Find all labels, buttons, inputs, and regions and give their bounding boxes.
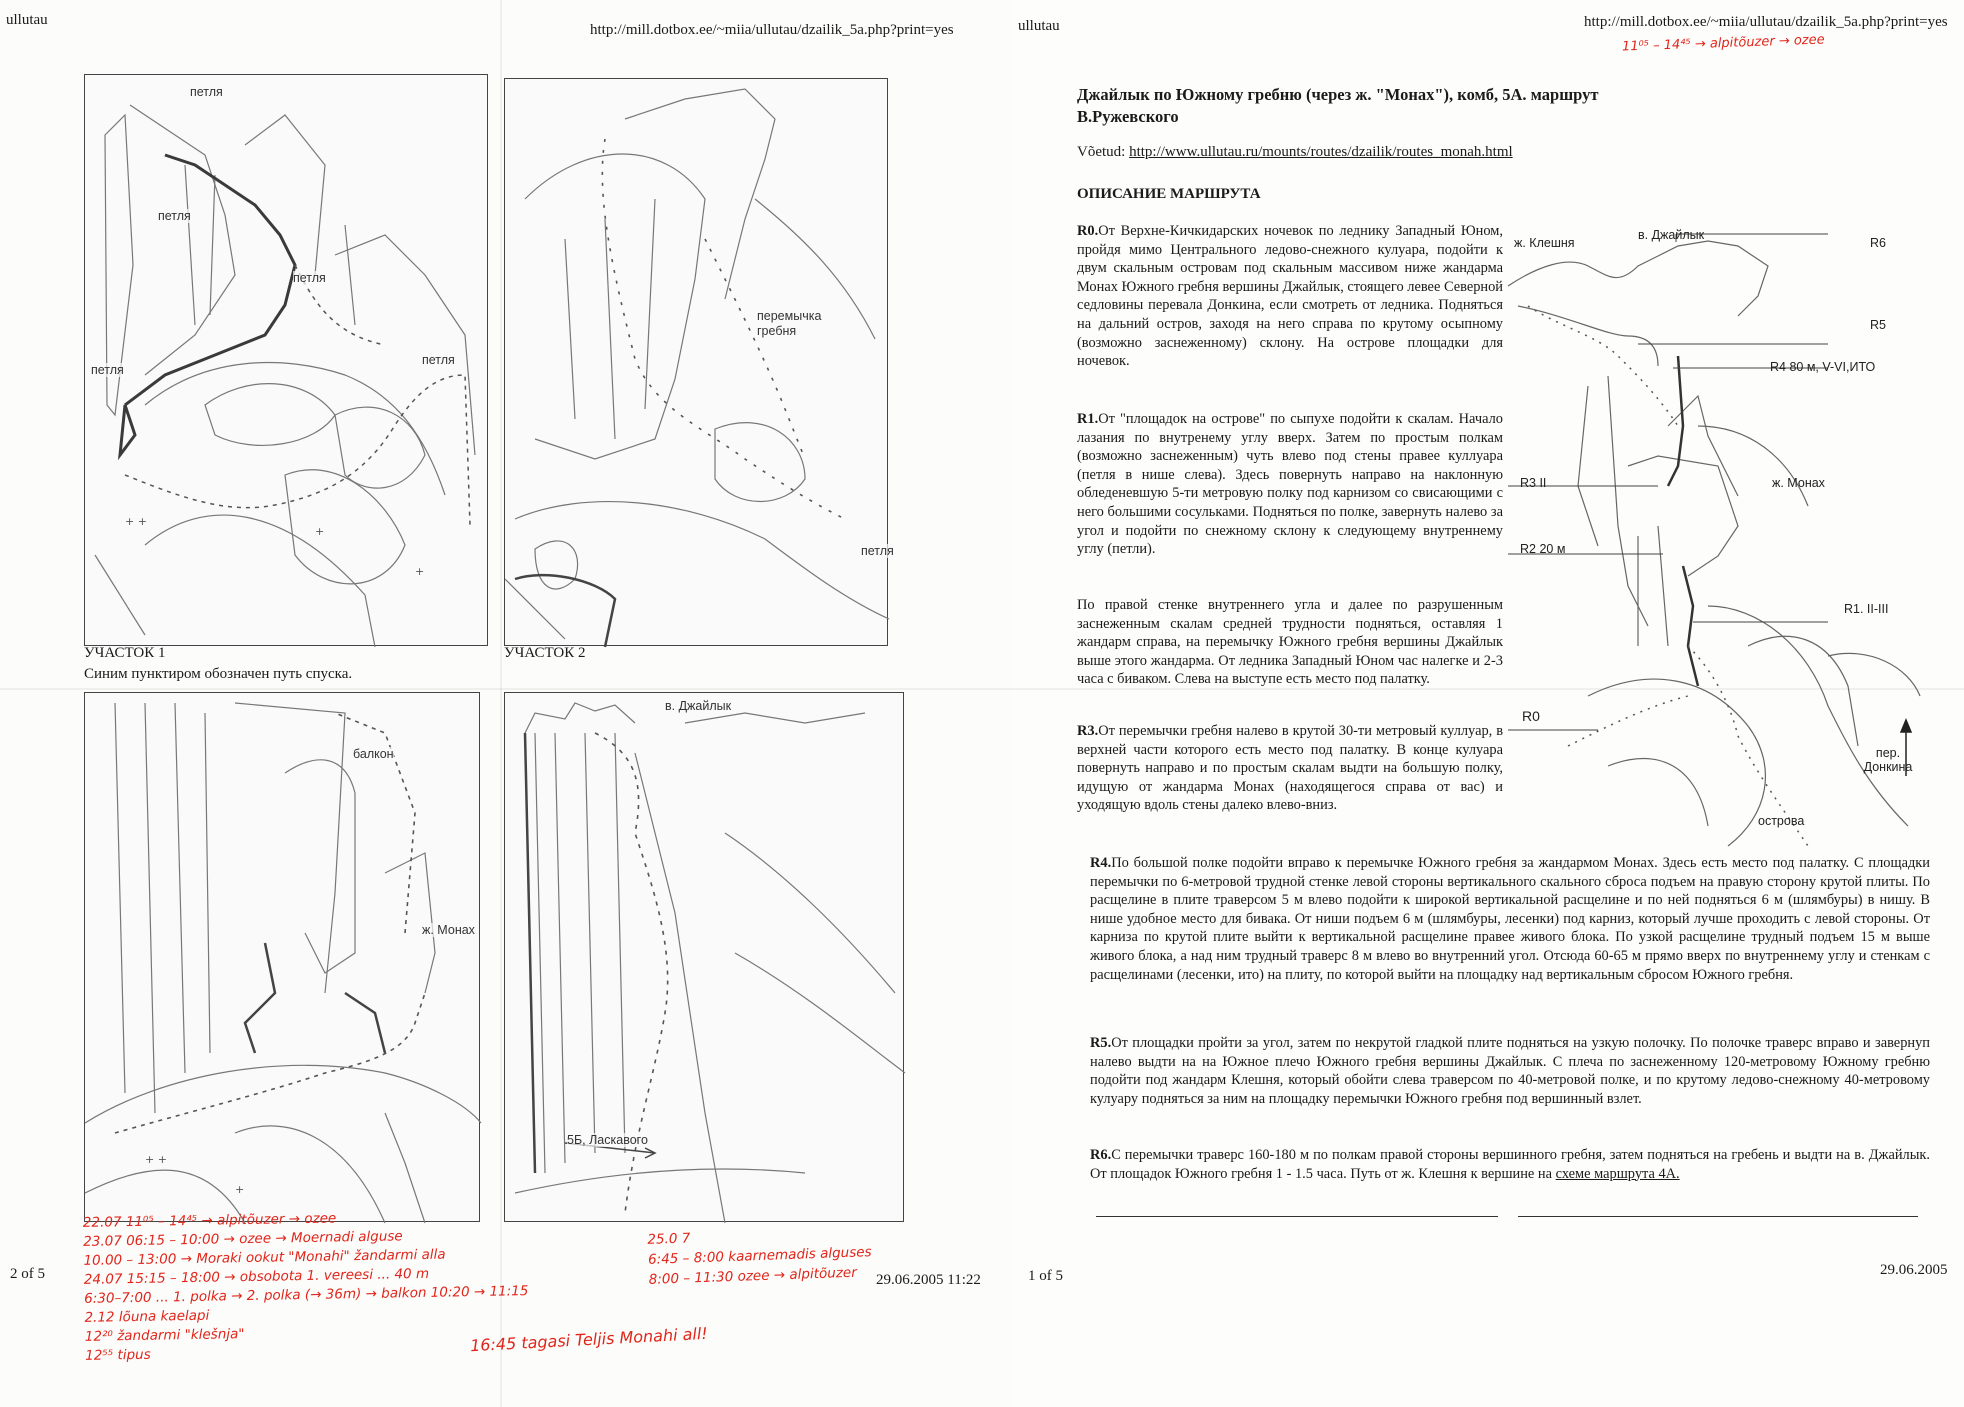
label-loop-4: петля xyxy=(91,363,124,377)
hand-line: 10.00 – 13:00 → Moraki ookut "Monahi" žandarmi alla xyxy=(83,1246,446,1269)
hand-line: 2.12 lõuna kaelapi xyxy=(84,1307,210,1326)
step-r5-text: От площадки пройти за угол, затем по некрутой гладкой плите подняться на узкую полочку. По полочке траверс вправо и завернуп налево выдти на на Южное плечо Южного гребня вершины Джайлык. С плеча по заснеженному 120-метровому Южному гребню подойти под жандарм Клешня, который обойти слева траверсом по 40-метровой полке, и по крутому ледово-снежному 40-метровому кулуару подняться за ним на площадку перемычки Южного гребня под вершинный взлет. xyxy=(1090,1035,1930,1107)
svg-text:+ +: + + xyxy=(125,515,147,528)
hand-line: 12⁵⁵ tipus xyxy=(85,1346,151,1364)
hand-line: 24.07 15:15 – 18:00 → obsobota 1. vereesi ... 40 m xyxy=(83,1265,430,1288)
label-ridge-saddle: перемычка гребня xyxy=(757,309,827,339)
label-r6: R6 xyxy=(1870,236,1886,250)
right-page-number: 1 of 5 xyxy=(1028,1268,1063,1284)
step-r0-id: R0. xyxy=(1077,223,1099,239)
label-loop-5: петля xyxy=(422,353,455,367)
route-sketch-section-2 xyxy=(504,78,894,646)
label-balcony: балкон xyxy=(353,747,394,761)
route-sketch-section-4 xyxy=(504,692,904,1222)
label-loop-1: петля xyxy=(190,85,223,99)
label-loop-2: петля xyxy=(158,209,191,223)
label-dzhailyk-peak: в. Джайлык xyxy=(665,699,732,713)
step-r2-text: По правой стенке внутреннего угла и далее по разрушенным заснеженным скалам средней трудности подняться, оставляя 1 жандарм справа, на перемычку Южного гребня вершины Джайлык выше этого жандарма. От ледника Западный Юном час налегке и 2-3 часа с биваком. Слева на выступе есть место под палатку. xyxy=(1077,597,1503,688)
left-url[interactable]: http://mill.dotbox.ee/~miia/ullutau/dzailik_5a.php?print=yes xyxy=(590,22,954,38)
svg-text:+: + xyxy=(315,525,325,538)
section-2-caption: УЧАСТОК 2 xyxy=(504,645,586,661)
hand-date: 25.0 7 xyxy=(647,1230,691,1248)
right-url[interactable]: http://mill.dotbox.ee/~miia/ullutau/dzailik_5a.php?print=yes xyxy=(1584,14,1948,30)
label-r2: R2 20 м xyxy=(1520,542,1566,556)
step-r5 xyxy=(1090,1034,1930,1108)
right-handnote: 11⁰⁵ – 14⁴⁵ → alpitõuzer → ozee xyxy=(1621,32,1825,55)
right-tab-label: ullutau xyxy=(1018,18,1060,34)
route-4a-scheme-link[interactable]: схеме маршрута 4А. xyxy=(1555,1165,1680,1182)
label-r0: R0 xyxy=(1522,708,1540,724)
left-datetime: 29.06.2005 11:22 xyxy=(876,1272,981,1288)
step-r0-text: От Верхне-Кичкидарских ночевок по леднику Западный Юном, пройдя мимо Центрального ледово-снежного кулуара, подойти к двум скальным островам под скальным массивом ниже жандарма Монах Южного гребня вершины Джайлык, стоящего левее Северной седловины перевала Донкина, если смотреть от ледника. Подняться на дальний остров, заходя на него справа по крутому осыпному (возможно заснеженному) склону. На острове площадки для ночевок. xyxy=(1077,223,1503,370)
hand-line: 12²⁰ žandarmi "klešnja" xyxy=(84,1326,245,1345)
step-r4-id: R4. xyxy=(1090,855,1112,871)
svg-text:+: + xyxy=(235,1183,245,1196)
step-r5-id: R5. xyxy=(1090,1035,1112,1051)
sketch-drawing-4 xyxy=(505,693,905,1223)
sketch-drawing-3 xyxy=(85,693,481,1223)
section-1-caption: УЧАСТОК 1 xyxy=(84,645,166,661)
step-r4 xyxy=(1090,854,1930,984)
step-r1 xyxy=(1077,410,1503,559)
hand-line: 22.07 11⁰⁵ – 14⁴⁵ → alpitõuzer → ozee xyxy=(82,1210,337,1231)
hand-line-return: 16:45 tagasi Teljis Monahi all! xyxy=(469,1323,709,1356)
label-r4: R4 80 м, V-VI,ИТО xyxy=(1770,360,1876,374)
hand-line: 6:30–7:00 ... 1. polka → 2. polka (→ 36m) → balkon 10:20 → 11:15 xyxy=(84,1283,529,1307)
route-description-heading: ОПИСАНИЕ МАРШРУТА xyxy=(1077,186,1261,202)
step-r6-id: R6. xyxy=(1090,1147,1112,1163)
hand-line: 6:45 – 8:00 kaarnemadis alguses xyxy=(647,1244,872,1268)
label-r3: R3 II xyxy=(1520,476,1547,490)
sources-line xyxy=(1077,144,1513,161)
step-r6 xyxy=(1090,1146,1930,1183)
label-monk-gendarme: ж. Монах xyxy=(422,923,475,937)
route-topo-diagram xyxy=(1508,226,1920,854)
label-loop-6: петля xyxy=(861,544,894,558)
step-r3-text: От перемычки гребня налево в крутой 30-ти метровый куллуар, в верхней части которого есть место под палатку. В конце кулуара повернуть направо и по простым скалам выдти на большую полку, идущую от жандарма Монах (находящегося справа от вас) и уходящую вдоль стены далеко влево-вниз. xyxy=(1077,723,1503,814)
label-loop-3: петля xyxy=(293,271,326,285)
step-r4-text: По большой полке подойти вправо к перемычке Южного гребня за жандармом Монах. Здесь есть место под палатку. С площадки перемычки по 6-метровой трудной стенке левой стороны вертикального скального сброса подъем на правую сторону крутой плиты. По расщелине в плите траверсом 5 м влево подойти к широкой вертикальной расщелине и по ней подняться 6 м (шлямбуры) в нишу. В нише удобное место для бивака. От ниши подъем 6 м (шлямбуры, лесенки) под карниз, который лучше проходить с левой стороны. От карниза по крутой плите выйти к вертикальной расщелине правее живого блока. По узкой расщелине трудный подъем 15 м выше живого блока, а над ним трудный траверс 8 м влево во внутренний угол. Отсюда 60-65 м прямо вверх по внутреннему углу и стенкам с расщелинами (лесенки, ито) на плиту, по которой выйти на площадку над вертикальным сбросом Южного гребня. xyxy=(1090,855,1930,983)
label-islands: острова xyxy=(1758,814,1805,828)
signature-line-2 xyxy=(1518,1216,1918,1217)
label-dzhailyk-summit: в. Джайлык xyxy=(1638,228,1705,242)
step-r3-id: R3. xyxy=(1077,723,1099,739)
right-date: 29.06.2005 xyxy=(1880,1262,1948,1278)
handwritten-log xyxy=(83,1206,530,1366)
hand-line: 8:00 – 11:30 ozee → alpitõuzer xyxy=(648,1264,858,1288)
step-r2 xyxy=(1077,596,1503,689)
signature-line-1 xyxy=(1096,1216,1498,1217)
step-r0 xyxy=(1077,222,1503,371)
label-donkin-pass: пер. Донкина xyxy=(1863,746,1913,774)
route-sketch-section-3 xyxy=(84,692,480,1222)
label-r5: R5 xyxy=(1870,318,1886,332)
label-route-5b: 5Б, Ласкавого xyxy=(567,1133,648,1147)
label-r1: R1. II-III xyxy=(1844,602,1889,616)
sketch-drawing-2 xyxy=(505,79,889,647)
step-r1-id: R1. xyxy=(1077,411,1099,427)
handwritten-log-right xyxy=(647,1222,873,1290)
left-tab-label: ullutau xyxy=(6,12,48,28)
sources-link[interactable]: http://www.ullutau.ru/mounts/routes/dzailik/routes_monah.html xyxy=(1129,144,1513,160)
left-page-number: 2 of 5 xyxy=(10,1266,45,1282)
sources-label: Võetud: xyxy=(1077,144,1126,160)
svg-text:+: + xyxy=(415,565,425,578)
label-monk-gendarme-topo: ж. Монах xyxy=(1772,476,1825,490)
step-r3 xyxy=(1077,722,1503,815)
label-klaw-gendarme: ж. Клешня xyxy=(1514,236,1575,250)
descent-caption: Синим пунктиром обозначен путь спуска. xyxy=(84,666,353,682)
step-r1-text: От "площадок на острове" по сыпухе подойти к скалам. Начало лазания по внутренему углу вверх. Затем по простым полкам (возможно заснеженным) чуть влево под стены правее куллуара (петля в нише слева). Здесь повернуть направо на наклонную обледеневшую 5-ти метровую полку под карнизом со свисающими с него большими сосульками. Подняться по полке, завернуть налево за угол и подойти по снежному склону к следующему внутреннему углу (петли). xyxy=(1077,411,1503,558)
hand-line: 23.07 06:15 – 10:00 → ozee → Moernadi alguse xyxy=(83,1228,403,1250)
route-title: Джайлык по Южному гребню (через ж. "Монах"), комб, 5А. маршрут В.Ружевского xyxy=(1077,85,1599,126)
route-sketch-section-1 xyxy=(84,74,488,646)
svg-text:+ +: + + xyxy=(145,1153,167,1166)
step-r6-text: С перемычки траверс 160-180 м по полкам правой стороны вершинного гребня, затем подняться на гребень и выдти на в. Джайлык. От площадок Южного гребня 1 - 1.5 часа. Путь от ж. Клешня к вершине на xyxy=(1090,1147,1930,1182)
